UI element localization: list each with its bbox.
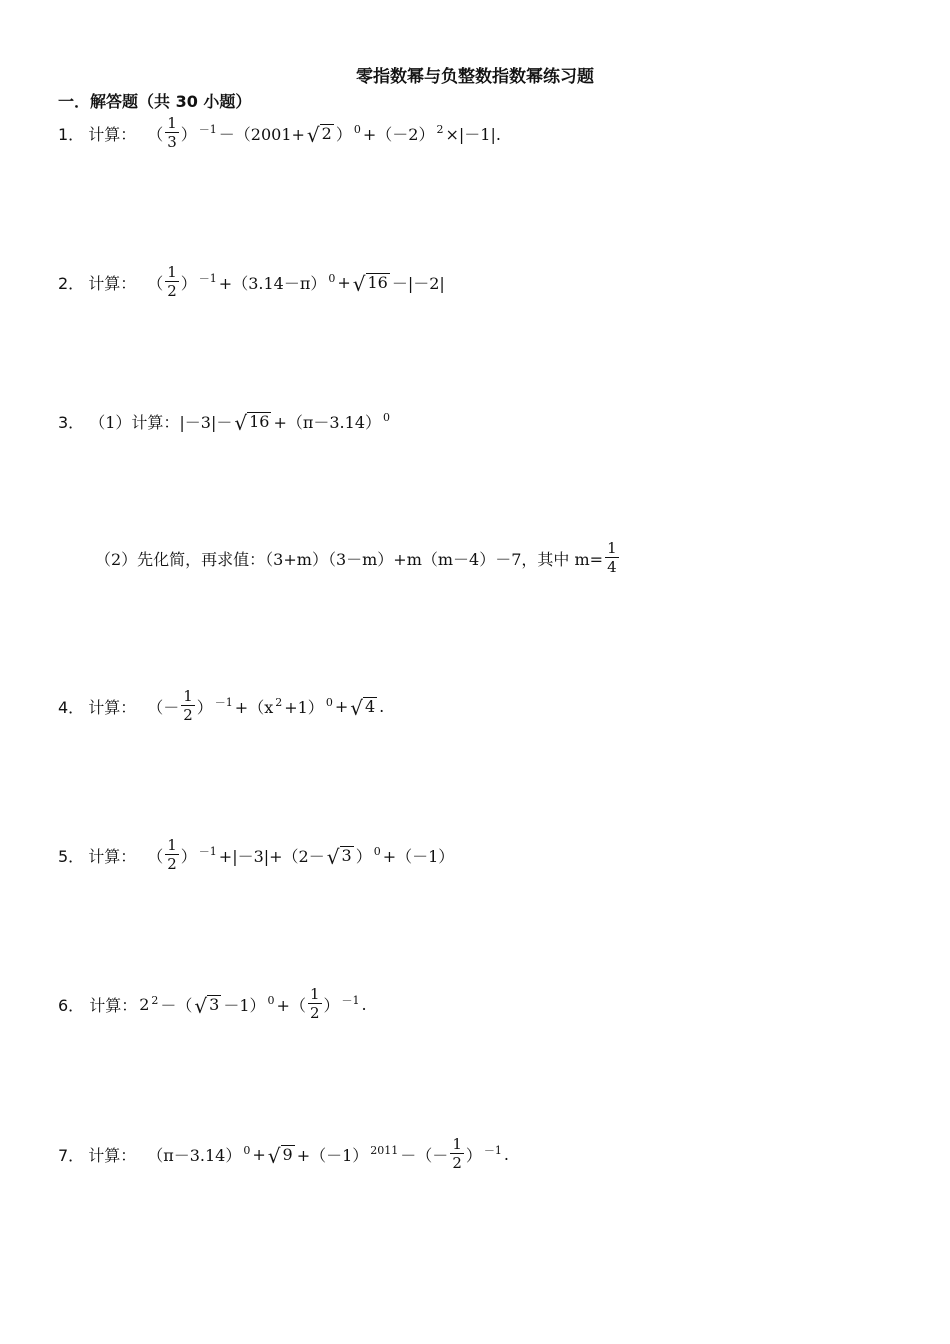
expr-text: ） bbox=[355, 846, 372, 866]
exponent: 0 bbox=[373, 844, 381, 858]
page-title: 零指数幂与负整数指数幂练习题 bbox=[356, 67, 594, 87]
expr-text: ） bbox=[180, 124, 197, 144]
radicand: 16 bbox=[367, 272, 388, 292]
exponent: 2 bbox=[151, 993, 159, 1007]
denominator: 2 bbox=[167, 855, 177, 873]
radical-sign-icon: √ bbox=[267, 1144, 281, 1168]
radical-sign-icon: √ bbox=[306, 123, 320, 147]
expr-text: （π－3.14） bbox=[147, 1145, 242, 1165]
radicand: 3 bbox=[341, 845, 352, 865]
exponent: 0 bbox=[353, 122, 361, 136]
expr-text: －（ bbox=[160, 995, 193, 1015]
expr-text: + bbox=[334, 696, 349, 716]
expr-text: （ bbox=[147, 273, 164, 293]
problem-number: 2． bbox=[58, 273, 85, 293]
expr-text: +（ bbox=[276, 995, 306, 1015]
expr-text: ×|－1|. bbox=[445, 124, 501, 144]
expr-text: ） bbox=[335, 124, 352, 144]
problem-4 bbox=[58, 686, 385, 726]
fraction bbox=[165, 116, 179, 150]
denominator: 2 bbox=[183, 706, 193, 724]
problem-3-part-1 bbox=[58, 401, 391, 441]
exponent: －1 bbox=[341, 994, 360, 1007]
exponent: －1 bbox=[214, 696, 233, 709]
expr-text: +（π－3.14） bbox=[273, 412, 382, 432]
expr-text: ） bbox=[323, 995, 340, 1015]
expr-text: －|－2| bbox=[391, 273, 445, 293]
fraction bbox=[165, 838, 179, 872]
expr-text: . bbox=[379, 696, 385, 716]
expr-text: －（－ bbox=[400, 1145, 449, 1165]
calc-label: 计算： bbox=[88, 1145, 137, 1165]
denominator: 4 bbox=[607, 558, 617, 576]
expr-text: ） bbox=[465, 1145, 482, 1165]
fraction bbox=[450, 1137, 464, 1171]
radicand: 2 bbox=[321, 123, 332, 143]
exponent: －1 bbox=[198, 272, 217, 285]
section-heading: 一．解答题（共 30 小题） bbox=[58, 92, 252, 111]
radicand: 16 bbox=[249, 411, 270, 431]
expr-text: 2 bbox=[139, 994, 150, 1014]
radical-sign-icon: √ bbox=[352, 272, 366, 296]
exponent: 2 bbox=[275, 695, 283, 709]
expr-text: ） bbox=[196, 697, 213, 717]
expr-text: ） bbox=[180, 846, 197, 866]
numerator: 1 bbox=[309, 985, 320, 1003]
problem-5 bbox=[58, 835, 455, 875]
exponent: 0 bbox=[325, 695, 333, 709]
expr-text: －1） bbox=[223, 995, 266, 1015]
square-root bbox=[350, 696, 377, 720]
exponent: －1 bbox=[198, 123, 217, 136]
problem-number: 4． bbox=[58, 697, 85, 717]
expr-text: ） bbox=[180, 273, 197, 293]
expr-text: +|－3|+（2－ bbox=[218, 846, 325, 866]
expr-text: （2）先化简，再求值：（3+m）（3－m）+m（m－4）－7，其中 m= bbox=[95, 549, 604, 569]
square-root bbox=[234, 411, 271, 435]
fraction bbox=[181, 689, 195, 723]
numerator: 1 bbox=[167, 263, 177, 281]
problem-6 bbox=[58, 984, 368, 1024]
numerator: 1 bbox=[452, 1135, 462, 1153]
expr-text: +（－2） bbox=[362, 124, 435, 144]
calc-label: 计算： bbox=[88, 846, 137, 866]
denominator: 2 bbox=[167, 282, 177, 300]
expr-text: . bbox=[503, 1144, 509, 1164]
fraction bbox=[165, 265, 179, 299]
radical-sign-icon: √ bbox=[234, 411, 248, 435]
exponent: 0 bbox=[328, 271, 336, 285]
denominator: 2 bbox=[452, 1154, 462, 1172]
exponent: 0 bbox=[267, 993, 275, 1007]
radical-sign-icon: √ bbox=[350, 696, 363, 720]
expr-text: （ bbox=[147, 846, 164, 866]
calc-label: 计算： bbox=[88, 124, 137, 144]
problem-7 bbox=[58, 1134, 510, 1174]
fraction bbox=[605, 541, 619, 575]
expr-text: + bbox=[252, 1144, 266, 1164]
expr-text: +（－1） bbox=[382, 846, 455, 866]
radical-sign-icon: √ bbox=[194, 994, 208, 1018]
exponent: 2011 bbox=[370, 1143, 399, 1157]
problem-number: 7． bbox=[58, 1145, 85, 1165]
expr-text: －（2001+ bbox=[218, 124, 305, 144]
expr-text: +（x bbox=[234, 697, 274, 717]
square-root bbox=[306, 123, 334, 147]
expr-text: （－ bbox=[147, 697, 180, 717]
radicand: 9 bbox=[282, 1144, 293, 1164]
exponent: 0 bbox=[243, 1143, 251, 1157]
problem-2 bbox=[58, 262, 446, 302]
radicand: 3 bbox=[209, 994, 220, 1014]
square-root bbox=[352, 272, 390, 296]
expr-text: +（－1） bbox=[296, 1145, 369, 1165]
numerator: 1 bbox=[167, 836, 177, 854]
expr-text: . bbox=[361, 994, 367, 1014]
radical-sign-icon: √ bbox=[326, 845, 340, 869]
expr-text: +（3.14－π） bbox=[218, 273, 327, 293]
square-root bbox=[194, 994, 221, 1018]
denominator: 3 bbox=[167, 133, 177, 151]
square-root bbox=[326, 845, 354, 869]
problem-number: 1． bbox=[58, 124, 85, 144]
fraction bbox=[308, 987, 322, 1021]
problem-1 bbox=[58, 113, 502, 153]
problem-number: 5． bbox=[58, 846, 85, 866]
problem-number: 6． bbox=[58, 995, 85, 1015]
radicand: 4 bbox=[364, 696, 376, 716]
exponent: 2 bbox=[436, 122, 444, 136]
expr-text: （1）计算：|－3|－ bbox=[89, 412, 233, 432]
calc-label: 计算： bbox=[89, 995, 138, 1015]
numerator: 1 bbox=[167, 114, 177, 132]
calc-label: 计算： bbox=[88, 273, 137, 293]
numerator: 1 bbox=[183, 687, 193, 705]
exponent: －1 bbox=[483, 1144, 502, 1157]
expr-text: （ bbox=[147, 124, 164, 144]
problem-3-part-2 bbox=[94, 538, 620, 578]
exponent: 0 bbox=[383, 410, 391, 424]
numerator: 1 bbox=[607, 539, 617, 557]
problem-number: 3． bbox=[58, 412, 85, 432]
denominator: 2 bbox=[309, 1004, 320, 1022]
calc-label: 计算： bbox=[88, 697, 137, 717]
exponent: －1 bbox=[198, 845, 217, 858]
expr-text: + bbox=[337, 272, 351, 292]
expr-text: +1） bbox=[284, 697, 324, 717]
square-root bbox=[267, 1144, 295, 1168]
